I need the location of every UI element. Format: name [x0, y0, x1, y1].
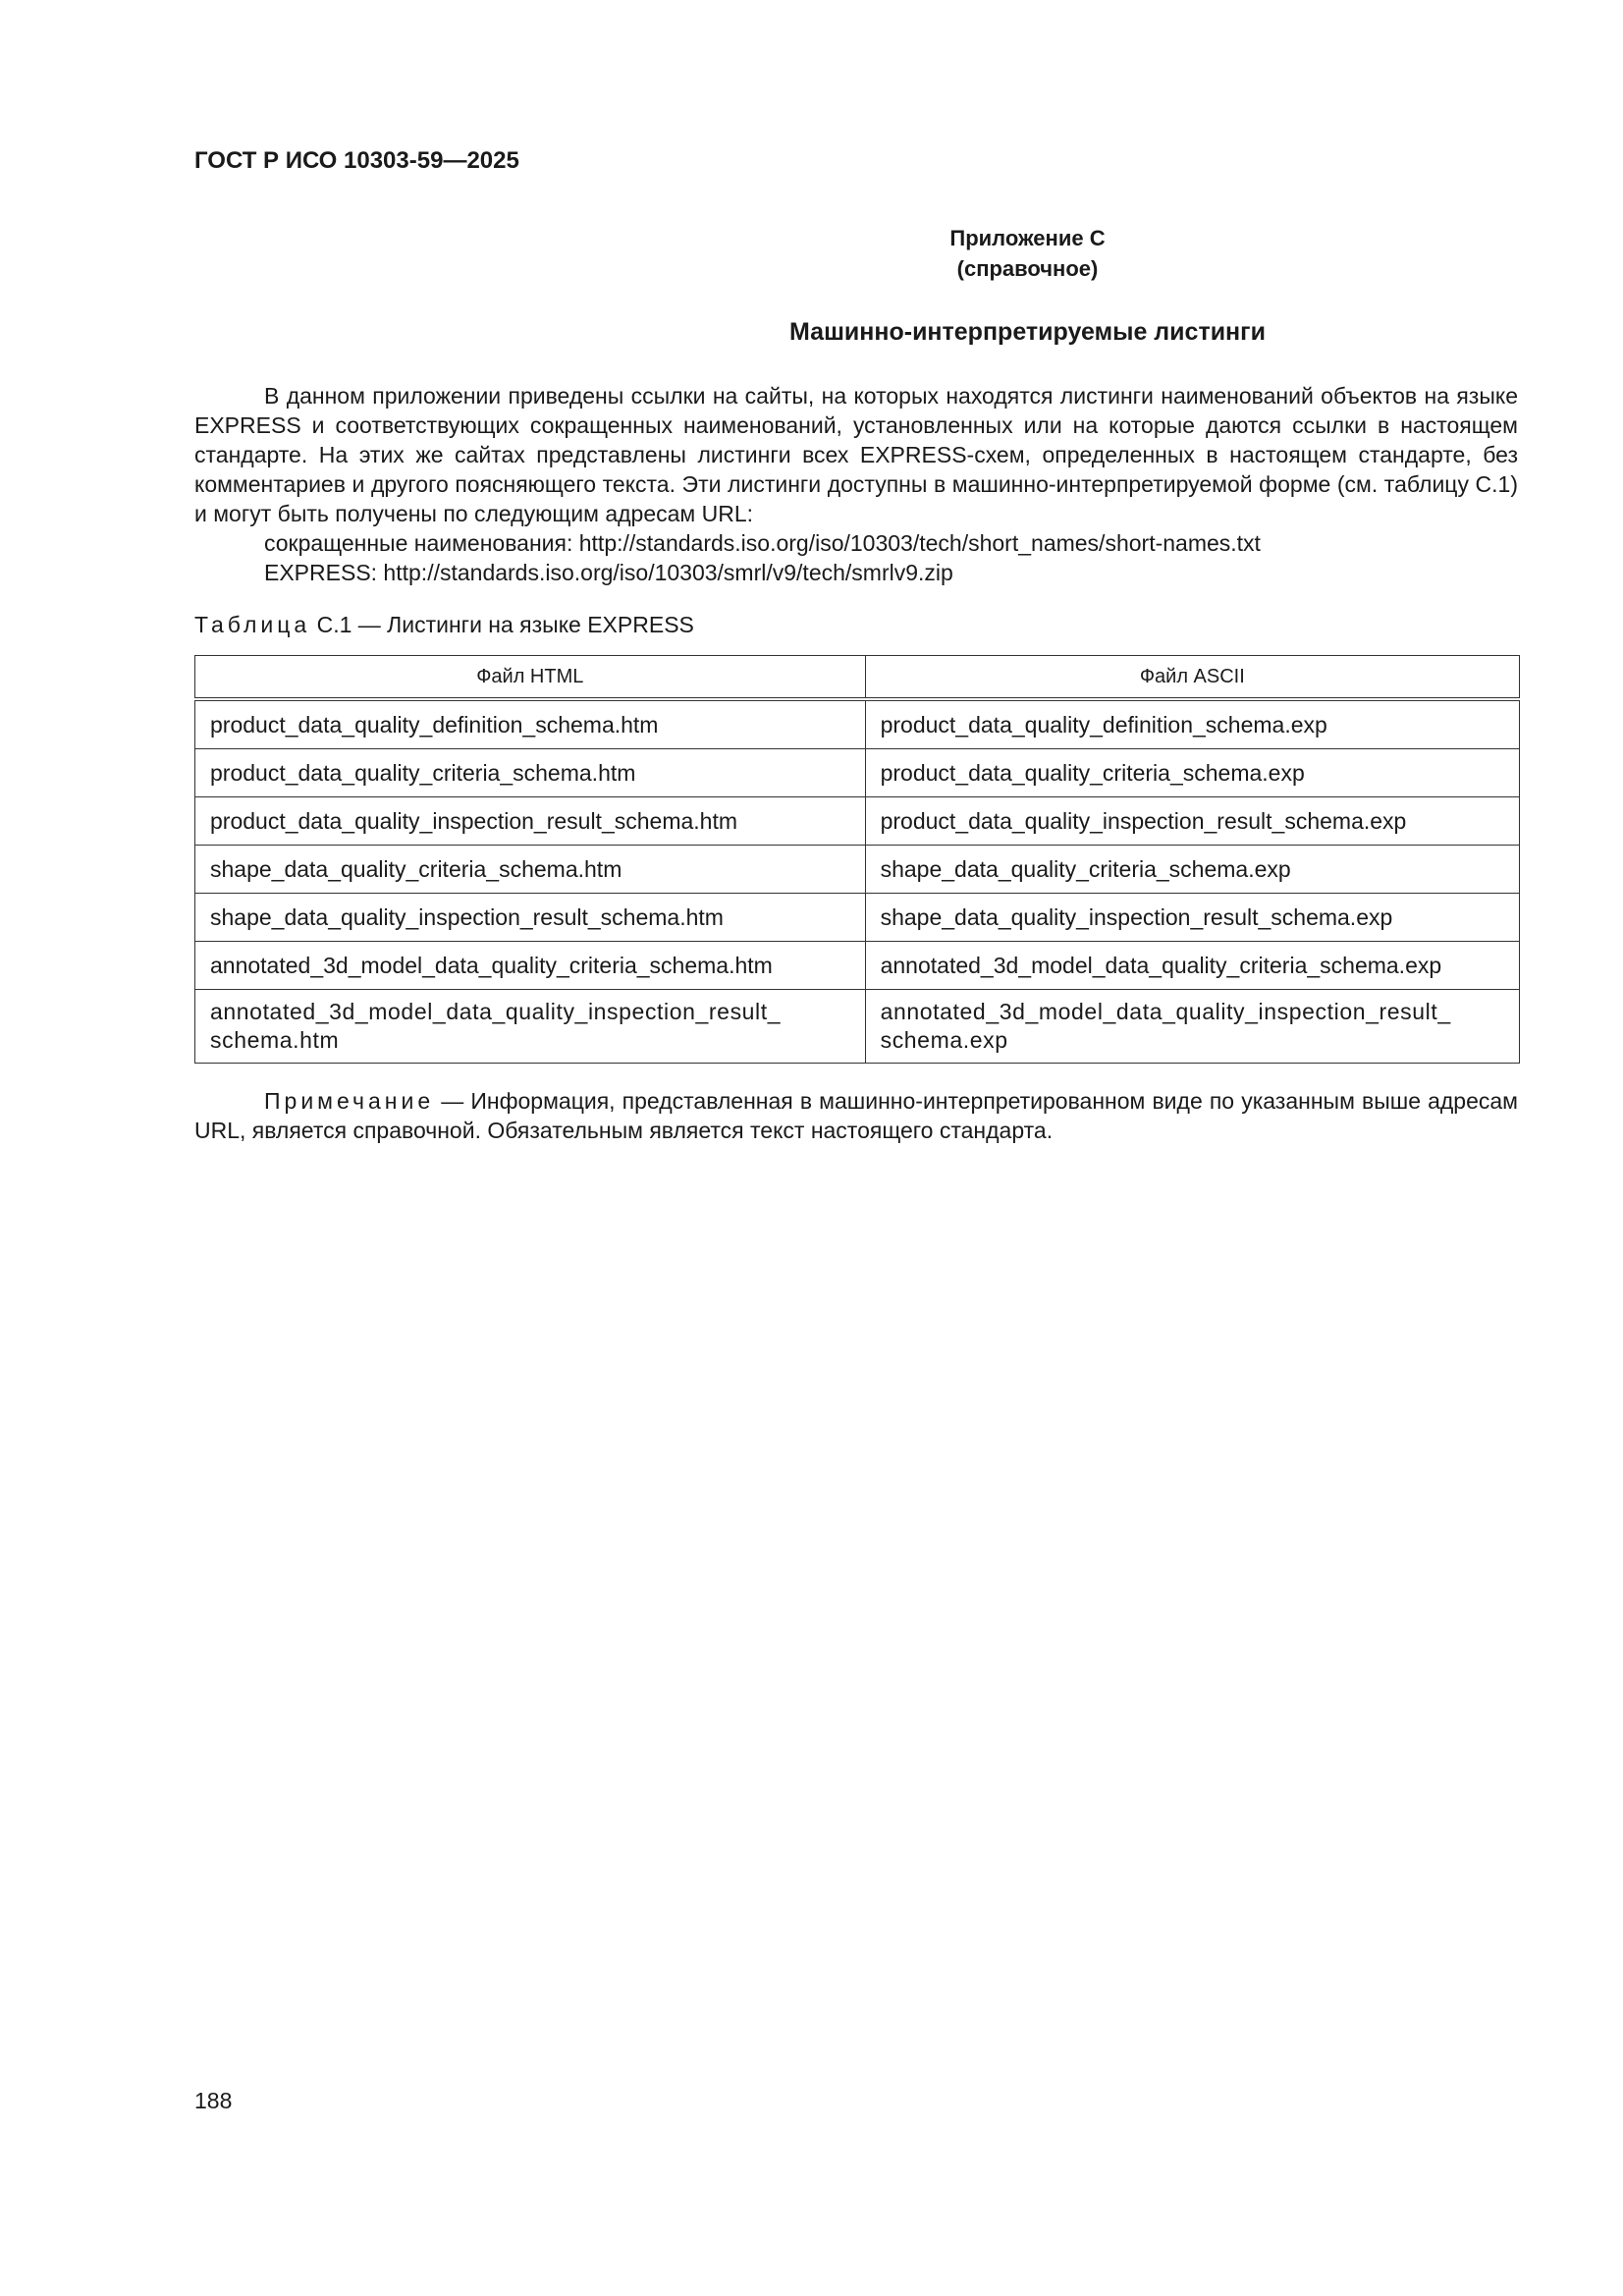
annex-title: Приложение С [949, 226, 1106, 250]
ascii-file-cell: product_data_quality_criteria_schema.exp [865, 749, 1519, 797]
table-caption-label: Таблица [194, 612, 311, 637]
url-express: EXPRESS: http://standards.iso.org/iso/10303/smrl/v9/tech/smrlv9.zip [264, 560, 953, 585]
table-row [195, 797, 1520, 846]
note-label: Примечание [264, 1088, 435, 1114]
table-header-row [195, 656, 1520, 700]
standard-header: ГОСТ Р ИСО 10303-59—2025 [194, 147, 519, 174]
html-file-cell: annotated_3d_model_data_quality_criteria_schema.htm [195, 942, 866, 990]
ascii-file-cell: annotated_3d_model_data_quality_inspection_result_ schema.exp [865, 990, 1519, 1064]
section-title: Машинно-интерпретируемые листинги [789, 318, 1266, 346]
body-paragraph: В данном приложении приведены ссылки на сайты, на которых находятся листинги наименований объектов на языке EXPRESS и соответствующих сокращенных наименований, установленных или на которые даются ссылки в настоящем стандарте. На этих же сайтах представлены листинги всех EXPRESS-схем, определенных в настоящем стандарте, без комментариев и другого поясняющего текста. Эти листинги доступны в машинно-интерпретируемой форме (см. таблицу С.1) и могут быть получены по следующим адресам URL: [194, 383, 1518, 526]
column-header-ascii: Файл ASCII [865, 656, 1519, 700]
html-file-cell: product_data_quality_definition_schema.htm [195, 699, 866, 749]
table-row [195, 990, 1520, 1064]
note-text: — Информация, представленная в машинно-интерпретированном виде по указанным выше адресам URL, является справочной. Обязательным является текст настоящего стандарта. [194, 1088, 1518, 1143]
html-file-cell: product_data_quality_inspection_result_schema.htm [195, 797, 866, 846]
listings-table [194, 655, 1520, 1064]
table-caption [194, 612, 694, 638]
ascii-file-cell: product_data_quality_inspection_result_schema.exp [865, 797, 1519, 846]
url-short-names: сокращенные наименования: http://standards.iso.org/iso/10303/tech/short_names/short-names.txt [264, 530, 1261, 556]
annex-type: (справочное) [956, 256, 1099, 281]
table-row [195, 699, 1520, 749]
html-file-cell: annotated_3d_model_data_quality_inspection_result_ schema.htm [195, 990, 866, 1064]
table-row [195, 749, 1520, 797]
html-file-cell: shape_data_quality_inspection_result_schema.htm [195, 894, 866, 942]
table-row [195, 894, 1520, 942]
ascii-file-cell: shape_data_quality_inspection_result_schema.exp [865, 894, 1519, 942]
html-file-cell: product_data_quality_criteria_schema.htm [195, 749, 866, 797]
table-caption-text: С.1 — Листинги на языке EXPRESS [316, 612, 694, 637]
table-row [195, 846, 1520, 894]
table-row [195, 942, 1520, 990]
page-number: 188 [194, 2088, 233, 2113]
ascii-file-cell: annotated_3d_model_data_quality_criteria_schema.exp [865, 942, 1519, 990]
table-note [194, 1086, 1518, 1145]
ascii-file-cell: shape_data_quality_criteria_schema.exp [865, 846, 1519, 894]
ascii-file-cell: product_data_quality_definition_schema.exp [865, 699, 1519, 749]
column-header-html: Файл HTML [195, 656, 866, 700]
html-file-cell: shape_data_quality_criteria_schema.htm [195, 846, 866, 894]
